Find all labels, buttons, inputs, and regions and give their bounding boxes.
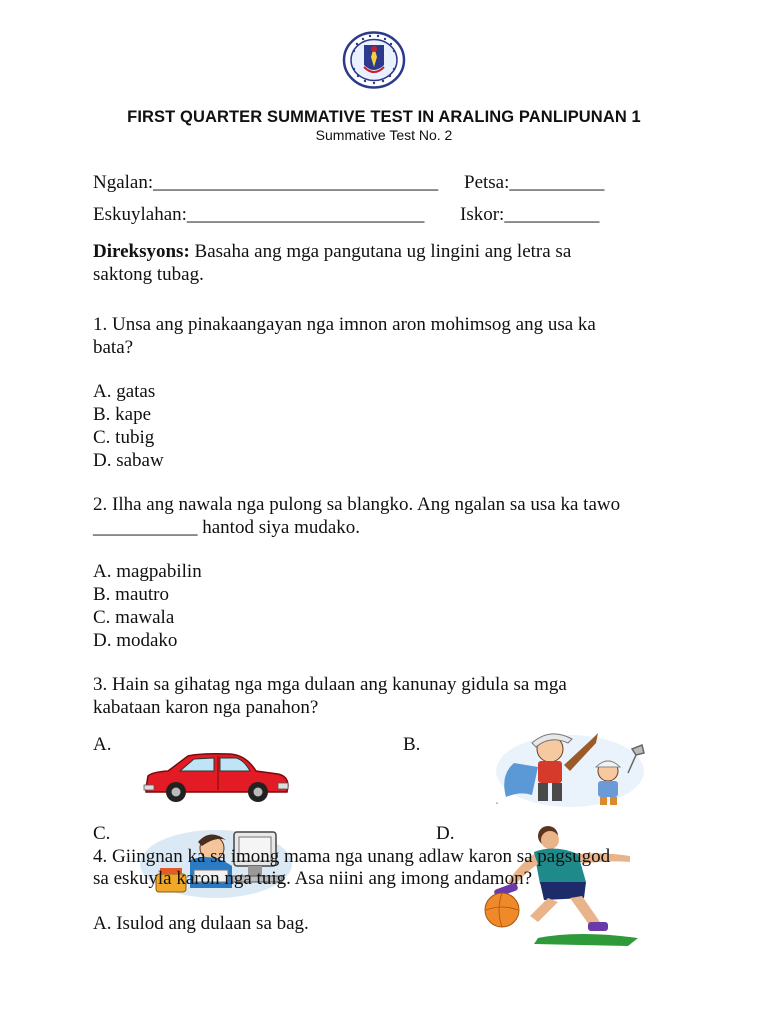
school-field[interactable]: Eskuylahan:_________________________	[93, 204, 425, 225]
kids-playing-icon[interactable]	[492, 725, 652, 809]
question-2-option-d[interactable]: D. modako	[93, 630, 178, 651]
toy-car-icon[interactable]	[140, 752, 292, 804]
question-1-option-b[interactable]: B. kape	[93, 404, 152, 425]
question-1-text: 1. Unsa ang pinakaangayan nga imnon aron mohimsog ang usa ka	[93, 314, 596, 335]
svg-text:": "	[496, 803, 499, 809]
test-title: FIRST QUARTER SUMMATIVE TEST IN ARALING PANLIPUNAN 1	[127, 108, 641, 126]
question-3-option-b[interactable]: B.	[403, 734, 421, 755]
question-1-option-c[interactable]: C. tubig	[93, 427, 155, 448]
score-field[interactable]: Iskor:__________	[460, 204, 600, 225]
question-4-option-a[interactable]: A. Isulod ang dulaan sa bag.	[93, 913, 309, 934]
date-field[interactable]: Petsa:__________	[464, 172, 605, 193]
directions-line1	[93, 240, 571, 263]
question-2-text: 2. Ilha ang nawala nga pulong sa blangko. Ang ngalan sa usa ka tawo	[93, 494, 621, 515]
question-3-option-a[interactable]: A.	[93, 734, 112, 755]
deped-seal-logo	[342, 31, 406, 89]
question-2-option-c[interactable]: C. mawala	[93, 607, 175, 628]
question-3-option-d[interactable]: D.	[436, 823, 455, 844]
question-3-text: 3. Hain sa gihatag nga mga dulaan ang kanunay gidula sa mga	[93, 674, 567, 695]
directions-label: Direksyons:	[93, 241, 190, 262]
directions-text: Basaha ang mga pangutana ug lingini ang letra sa	[189, 241, 572, 262]
question-4-text-cont: sa eskuyla karon nga tuig. Asa niini ang imong andamon?	[93, 868, 533, 889]
question-2-option-a[interactable]: A. magpabilin	[93, 561, 202, 582]
question-2-text-cont: ___________ hantod siya mudako.	[93, 517, 361, 538]
directions-line2: saktong tubag.	[93, 264, 204, 285]
question-1-text-cont: bata?	[93, 337, 134, 358]
name-field[interactable]: Ngalan:______________________________	[93, 172, 439, 193]
question-4-text: 4. Giingnan ka sa imong mama nga unang adlaw karon sa pagsugod	[93, 846, 611, 867]
question-1-option-a[interactable]: A. gatas	[93, 381, 156, 402]
question-3-option-c[interactable]: C.	[93, 823, 111, 844]
question-3-text-cont: kabataan karon nga panahon?	[93, 697, 319, 718]
question-2-option-b[interactable]: B. mautro	[93, 584, 169, 605]
question-1-option-d[interactable]: D. sabaw	[93, 450, 164, 471]
test-subtitle: Summative Test No. 2	[315, 127, 453, 143]
